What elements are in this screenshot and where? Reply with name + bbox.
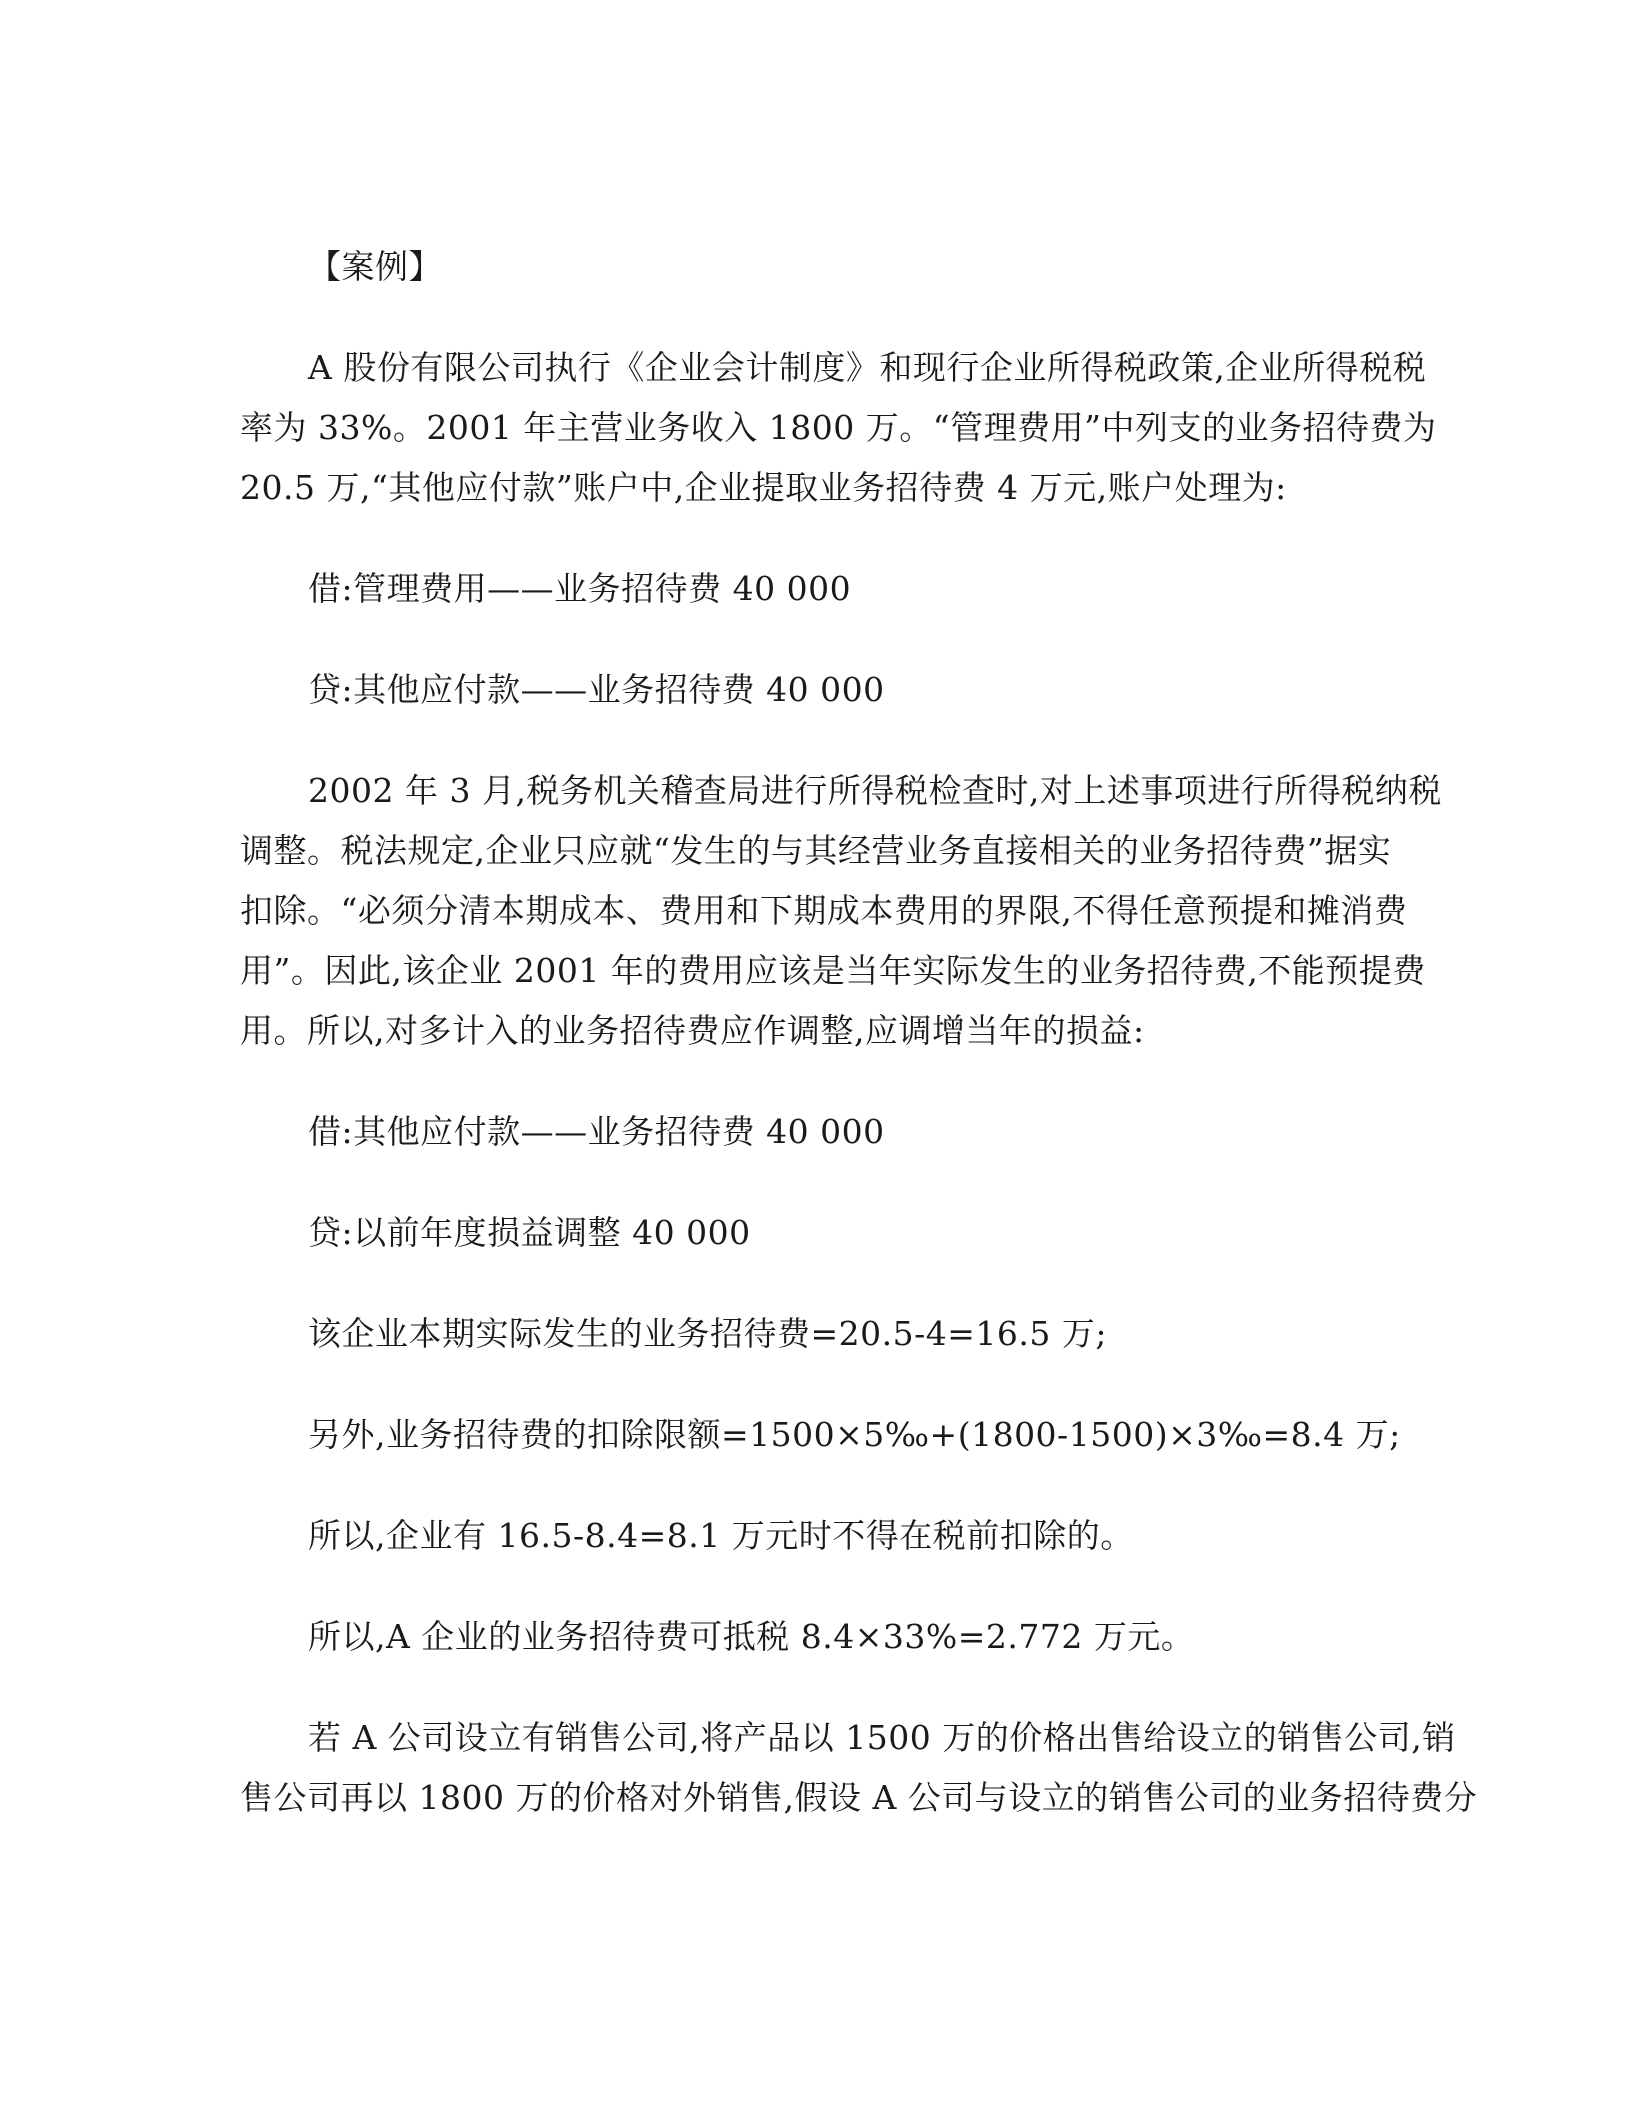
paragraph2-line4: 用”。因此,该企业 2001 年的费用应该是当年实际发生的业务招待费,不能预提费 <box>240 951 1426 990</box>
paragraph3-line2: 售公司再以 1800 万的价格对外销售,假设 A 公司与设立的销售公司的业务招待费分 <box>240 1778 1478 1817</box>
calc-tax-offset: 所以,A 企业的业务招待费可抵税 8.4×33%=2.772 万元。 <box>308 1617 1195 1656</box>
calc-deduction-limit: 另外,业务招待费的扣除限额=1500×5‰+(1800-1500)×3‰=8.4 万; <box>308 1415 1401 1454</box>
paragraph1-line1: A 股份有限公司执行《企业会计制度》和现行企业所得税政策,企业所得税税 <box>308 348 1427 387</box>
paragraph1-line3: 20.5 万,“其他应付款”账户中,企业提取业务招待费 4 万元,账户处理为: <box>240 468 1287 507</box>
entry1-credit: 贷:其他应付款——业务招待费 40 000 <box>308 670 885 709</box>
paragraph3-line1: 若 A 公司设立有销售公司,将产品以 1500 万的价格出售给设立的销售公司,销 <box>308 1718 1456 1757</box>
entry1-debit: 借:管理费用——业务招待费 40 000 <box>308 569 852 608</box>
paragraph2-line3: 扣除。“必须分清本期成本、费用和下期成本费用的界限,不得任意预提和摊消费 <box>240 891 1408 930</box>
calc-non-deductible: 所以,企业有 16.5-8.4=8.1 万元时不得在税前扣除的。 <box>308 1516 1134 1555</box>
paragraph2-line1: 2002 年 3 月,税务机关稽查局进行所得税检查时,对上述事项进行所得税纳税 <box>308 771 1442 810</box>
paragraph2-line2: 调整。税法规定,企业只应就“发生的与其经营业务直接相关的业务招待费”据实 <box>240 831 1392 870</box>
case-heading: 【案例】 <box>308 247 442 286</box>
entry2-debit: 借:其他应付款——业务招待费 40 000 <box>308 1112 885 1151</box>
paragraph1-line2: 率为 33%。2001 年主营业务收入 1800 万。“管理费用”中列支的业务招待费为 <box>240 408 1437 447</box>
calc-actual-expense: 该企业本期实际发生的业务招待费=20.5-4=16.5 万; <box>308 1314 1108 1353</box>
paragraph2-line5: 用。所以,对多计入的业务招待费应作调整,应调增当年的损益: <box>240 1011 1145 1050</box>
entry2-credit: 贷:以前年度损益调整 40 000 <box>308 1213 751 1252</box>
